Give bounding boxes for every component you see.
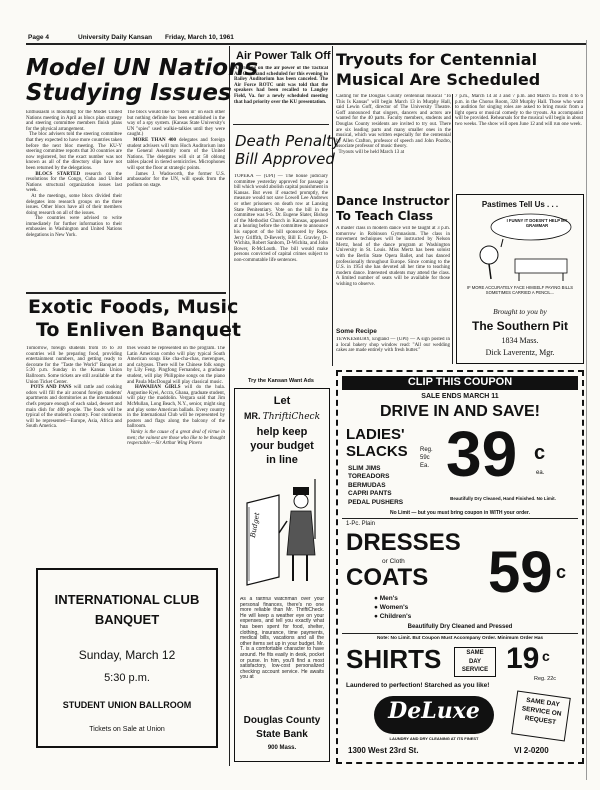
cartoon-caption: IF MORE ACCURATELY FACE HIMSELF PAYING BILLS SOMETIMES CARRIED A PENCIL... xyxy=(466,285,574,295)
exotic-headline-1: Exotic Foods, Music xyxy=(28,296,239,318)
death-headline-1: Death Penalty xyxy=(235,132,342,150)
coats-label: COATS xyxy=(346,564,429,591)
drive-in: DRIVE IN AND SAVE! xyxy=(379,403,540,420)
bank-name-2: State Bank xyxy=(256,729,308,740)
bank-name-1: Douglas County xyxy=(243,715,321,726)
deluxe-phone: VI 2-0200 xyxy=(514,746,549,755)
dresses-price: 59 xyxy=(488,540,553,605)
coat-type: ● Men's xyxy=(374,595,398,602)
thrift-line-1: help keep xyxy=(256,426,308,438)
tryouts-col2: 7 p.m., March 14 at 3 and 7 p.m. and March 15 from 4 to 6 p.m. in the Chorus Room, 328 Murphy Hall. Those who want to audition for singing roles are asked to bring music from a light opera or musical comedy to the tryouts. An accompanist will be provided. Rehearsals for the musical will begin in about two weeks. The show will open June 12 and will run one week. xyxy=(455,94,583,127)
intl-day: Sunday, March 12 xyxy=(78,648,176,662)
slacks-regular: Reg. 59c Ea. xyxy=(420,447,433,469)
southern-pit-ad xyxy=(456,194,584,364)
shirts-regular: Reg. 22c xyxy=(534,676,557,682)
deluxe-logo-text: DeLuxe xyxy=(388,698,480,724)
exotic-col2: tries would be represented on the program. The Latin American combo will play typical South American songs like cha-cha-chas, merengues, and calypsos. There will be Chinese folk songs by Lily Feng. Pingfong Fernandez, a graduate student, will play Philippine songs on the piano and Paula MacDougal will play classical music. HAWAIIAN GIRLS will do the hula. Augustine Kyei, Accra, Ghana, graduate student, will play the maddolin. Vergara said that Jim McMullan, Long Beach, N.Y., senior, might sing and play some American ballads. Every country in the International Club will be represented by posters and flags along the balcony of the ballroom. Vanity is the cause of a great deal of virtue in men; the vainest are those who like to be thought respectable.—Sir Arthur Wing Pinero xyxy=(127,346,225,447)
recipe-headline: Some Recipe xyxy=(336,328,377,335)
section-rule xyxy=(233,124,329,125)
plain-label: 1-Pc. Plain xyxy=(346,521,376,527)
exotic-headline-2: To Enliven Banquet xyxy=(36,319,241,341)
slack-type: CAPRI PANTS xyxy=(348,490,392,498)
pit-address: 1834 Mass. xyxy=(501,336,539,345)
thrift-line-3: in line xyxy=(266,454,298,466)
ladies-label: LADIES' xyxy=(346,426,405,443)
bank-address: 900 Mass. xyxy=(267,745,297,751)
intl-time: 5:30 p.m. xyxy=(104,672,150,684)
coat-types xyxy=(374,594,411,621)
dresses-label: DRESSES xyxy=(346,529,461,556)
page-number: Page 4 xyxy=(28,34,49,41)
slacks-label: SLACKS xyxy=(346,443,408,460)
model-un-col2: The blocs would like to "listen in" on each other but nothing definite has been established in the way of a spy system. (Kansas State University's UN "spies" used walkie-talkies until they were caught.) MORE THAN 400 delegates and foreign student advisers will turn Hoch Auditorium into the General Assembly room of the United Nations. The delegates will sit at 50 oblong tables placed in tiered semicircles. Microphones will spot the floor at strategic points. James J. Wadsworth, the former U.S. ambassador for the UN, will speak from the podium on stage. xyxy=(127,110,225,188)
pit-title: Pastimes Tell Us . . . xyxy=(481,200,559,209)
slacks-cents: c xyxy=(534,442,546,464)
column-rule xyxy=(452,94,453,364)
model-un-headline-2: Studying Issues xyxy=(26,80,232,106)
page-gutter xyxy=(586,40,587,780)
slack-type: SLIM JIMS xyxy=(348,465,381,472)
column-rule xyxy=(229,46,230,766)
intl-title-1: INTERNATIONAL CLUB xyxy=(54,592,200,607)
dresses-cleaned: Beautifully Dry Cleaned and Pressed xyxy=(407,624,513,630)
tryouts-col1: Casting for the Douglas County centennial musical "To This Is Kansas" will begin March 13 in Murphy Hall, said Lewin Goff, director of The University Theatre. Goff announced that singers, dancers and actors are wanted for the 40 parts. Faculty members, students and Douglas County residents are invited to try out. There are six leading parts and many smaller ones in the musical, which was written especially for the centennial by Allen Crafton, professor of speech and John Pozdro, associate professor of music theory. Tryouts will be held March 13 at xyxy=(336,94,451,155)
intl-club-ad xyxy=(36,568,218,748)
laundered-line: Laundered to perfection! Starched as you like! xyxy=(346,682,490,689)
dresses-cents: c xyxy=(556,562,567,582)
slack-types xyxy=(348,465,403,507)
pit-manager: Dick Laverentz, Mgr. xyxy=(485,348,555,357)
slacks-cleaned: Beautifully Dry Cleaned, Hand Finished. No Limit. xyxy=(450,496,556,501)
pit-name: The Southern Pit xyxy=(472,319,568,333)
thrift-let: Let xyxy=(273,395,291,407)
shirts-price: 19 xyxy=(506,642,540,675)
coat-type: ● Children's xyxy=(374,613,412,620)
coupon-note: Note: No Limit. But Coupon Must Accompany Order. Minimum Order Has xyxy=(376,636,544,641)
slack-type: BERMUDAS xyxy=(348,481,386,489)
recipe-text: TEWKESBURY, England — (UPI) — A sign posted in a local bakery shop window read: "All our wedding cakes are made entirely with fresh butter." xyxy=(336,337,450,354)
dance-text: A master class in modern dance will be taught at 3 p.m. tomorrow in Robinson Gymnasium. The class in movement techniques will be instructed by Nelson Mertz, head of the dance program at Washington University in St. Louis. Miss Mertz has been soloist with the Berlin State Opera Ballet, and has danced professionally throughout Europe. Since coming to the U.S. in 1954 she has devoted all her time to teaching modern dance. Interested students may attend the class. A limited number of seats will be available for those wishing to observe. xyxy=(336,226,450,287)
coupon-ad[interactable] xyxy=(336,370,584,764)
sale-ends: SALE ENDS MARCH 11 xyxy=(421,393,499,400)
deluxe-address: 1300 West 23rd St. xyxy=(348,746,419,755)
service-stamp: SAME DAY SERVICE ON REQUEST xyxy=(511,690,571,741)
thrift-ad xyxy=(234,388,330,762)
tryouts-headline-1: Tryouts for Centennial xyxy=(336,50,538,69)
slack-type: PEDAL PUSHERS xyxy=(348,498,404,506)
coupon-divider xyxy=(342,633,578,634)
slacks-price: 39 xyxy=(446,418,518,490)
coat-type: ● Women's xyxy=(374,604,409,611)
death-headline-2: Bill Approved xyxy=(235,150,335,168)
want-ads-promo: Try the Kansan Want Ads xyxy=(248,378,314,384)
dance-headline-2: To Teach Class xyxy=(336,209,433,223)
issue-date: Friday, March 10, 1961 xyxy=(165,34,234,41)
same-day-box: SAME DAY SERVICE xyxy=(454,647,496,677)
exotic-col1: Tomorrow, foreign students from 16 to 30 countries will be preparing food, providing entertainment numbers, and getting ready to decorate for the "Taste the World" Banquet at 5:30 p.m. Sunday in the Kansas Union Ballroom. Some tickets are still available at the Union Ticket Center. POTS AND PANS will rattle and cooking odors will fill the air around foreign students' apartments and dormitories as the international chefs prepare enough of each salad, dessert and main dish for 400 people. The foods will be typical of the student's country. Four continents will be represented—Europe, Asia, Africa and South America. xyxy=(26,346,122,430)
shirts-cents: c xyxy=(542,648,550,664)
thrift-body: As a faithful watchman over your personal finances, there's no one more reliable than Mr. ThriftiCheck. He will keep a weather eye on your expenses, and tell you exactly what has been spent for food, shelter, clothing, insurance, time payments, medical bills, vacations and all the other items set up in your budget. Mr. T. is a comfortable character to have around. He fits easily in desk, pocket or purse. In him, you'll find a most satisfactory, low-cost personalized checking account service. He awaits you at xyxy=(240,597,324,681)
model-un-headline-1: Model UN Nations xyxy=(26,55,259,81)
deluxe-tagline: LAUNDRY AND DRY CLEANING AT ITS FINEST xyxy=(389,736,479,741)
thrift-line-2: your budget xyxy=(250,440,314,452)
model-un-col1: Enthusiasm is mounting for the Model United Nations meeting in April as blocs plan strategy and steering committee members finish plans for the physical arrangement. The bloc advisers told the steering committee that they expected to have more countries taken before the next bloc meeting. The KU-Y steering committee reports that 30 countries are now registered, but the exact number was not known as all of the directory slips have not been returned by the delegations. BLOCS STARTED research on the resolutions for the Congo, Cuba and United Nations structural organization issues last week. At the meetings, some blocs divided their delegates into research groups on the three issues. Other blocs have all of their members doing research on all of the issues. The countries were advised to write immediately for further information to their embassies in Washington and United Nations delegations in New York. xyxy=(26,110,122,239)
tryouts-headline-2: Musical Are Scheduled xyxy=(336,70,541,89)
dance-headline-1: Dance Instructor xyxy=(336,194,450,208)
air-power-headline: Air Power Talk Off xyxy=(236,50,331,62)
thrift-name: MR. ThriftiCheck xyxy=(243,411,321,422)
or-cloth: or Cloth xyxy=(382,558,405,565)
pit-brought: Brought to you by xyxy=(493,307,547,316)
shirts-label: SHIRTS xyxy=(346,644,442,674)
intl-tickets: Tickets on Sale at Union xyxy=(89,726,165,733)
paper-name: University Daily Kansan xyxy=(78,34,153,41)
coupon-divider xyxy=(342,518,578,519)
intl-place: STUDENT UNION BALLROOM xyxy=(62,700,192,710)
budget-book-label: Budget xyxy=(249,511,262,539)
slacks-limit: No Limit — but you must bring coupon in WITH your order. xyxy=(390,510,530,516)
intl-title-2: BANQUET xyxy=(94,612,160,627)
slacks-each: ea. xyxy=(536,470,545,476)
clip-coupon: CLIP THIS COUPON xyxy=(407,376,513,388)
cartoon-bubble: I FUNNY IT DOESN'T HELP MY GRAMMAR xyxy=(506,218,568,228)
death-text: TOPEKA — (UPI) — The house judiciary committee yesterday approved for passage a bill which would abolish capital punishment in Kansas. But even if enacted promptly, the measure would not save Lowell Lee Andrews or other prisoners on death row at Lansing State Penitentiary. Vote on the bill in the committee was 9-6. Dr. Eugene Slater, Bishop of the Methodist Church in Kansas, appeared at a hearing before the committee to announce his support of the bill sponsored by Reps. Jerry Griffith, D-Beverly, Bill E. Gravley, D-Wichita, Robert Sanborn, D-Wichita, and John Bower, R-McLouth. The bill would make persons convicted of capital crimes subject to non-commutable life sentences. xyxy=(234,174,328,263)
masthead-rule xyxy=(26,43,586,45)
slack-type: TOREADORS xyxy=(348,473,390,481)
air-power-text: A briefing on the air power of the Tactical Air Command scheduled for this evening in Bailey Auditorium has been canceled. The Air Force ROTC unit was told that the speakers had been recalled to Langley Field, Va. for a newly scheduled meeting that had priority over the KU presentation. xyxy=(234,66,328,105)
section-rule xyxy=(26,292,226,294)
column-rule xyxy=(332,46,333,366)
